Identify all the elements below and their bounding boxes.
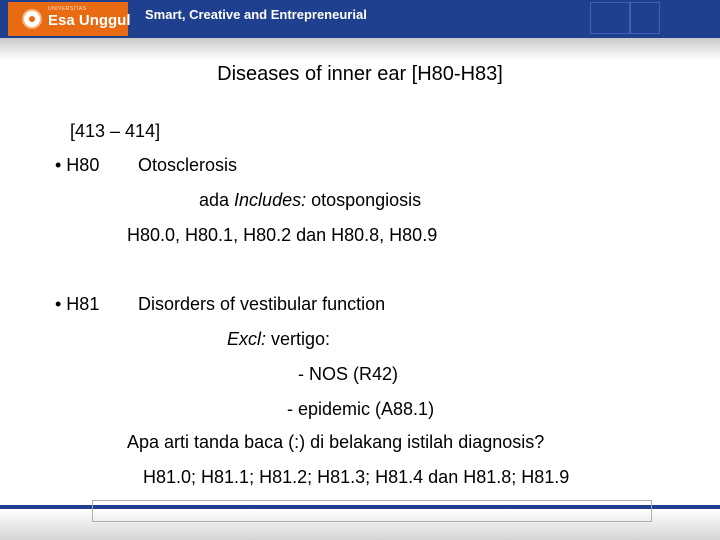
footer-decor-box (92, 500, 652, 522)
header-shadow (0, 38, 720, 60)
h81-excludes (227, 329, 330, 350)
header-bar (0, 0, 720, 38)
page-reference: [413 – 414] (70, 121, 161, 141)
includes-text: otospongiosis (306, 190, 422, 210)
includes-label: Includes: (234, 190, 307, 210)
logo-subtext: UNIVERSITAS (48, 6, 87, 12)
includes-prefix: ada (199, 190, 235, 210)
excludes-item-nos: - NOS (R42) (298, 364, 399, 384)
excludes-label: Excl: (227, 329, 267, 349)
header-decor-square (630, 2, 660, 34)
h81-name: Disorders of vestibular function (138, 294, 386, 314)
bullet-h81: • H81 (55, 294, 100, 314)
h80-name: Otosclerosis (138, 155, 238, 175)
question-text: Apa arti tanda baca (:) di belakang istilah diagnosis? (127, 432, 545, 452)
excludes-item-epidemic: - epidemic (A88.1) (287, 399, 435, 419)
tagline: Smart, Creative and Entrepreneurial (145, 7, 367, 22)
logo-text: Esa Unggul (48, 12, 131, 29)
logo-emblem-icon (22, 9, 42, 29)
bullet-h80: • H80 (55, 155, 100, 175)
university-logo[interactable] (8, 2, 131, 36)
header-decor-square (590, 2, 630, 34)
h81-codes: H81.0; H81.1; H81.2; H81.3; H81.4 dan H81.8; H81.9 (143, 467, 570, 487)
h80-includes (199, 190, 421, 211)
h80-codes: H80.0, H80.1, H80.2 dan H80.8, H80.9 (127, 225, 438, 245)
excludes-text: vertigo: (266, 329, 331, 349)
slide-title: Diseases of inner ear [H80-H83] (217, 63, 503, 85)
